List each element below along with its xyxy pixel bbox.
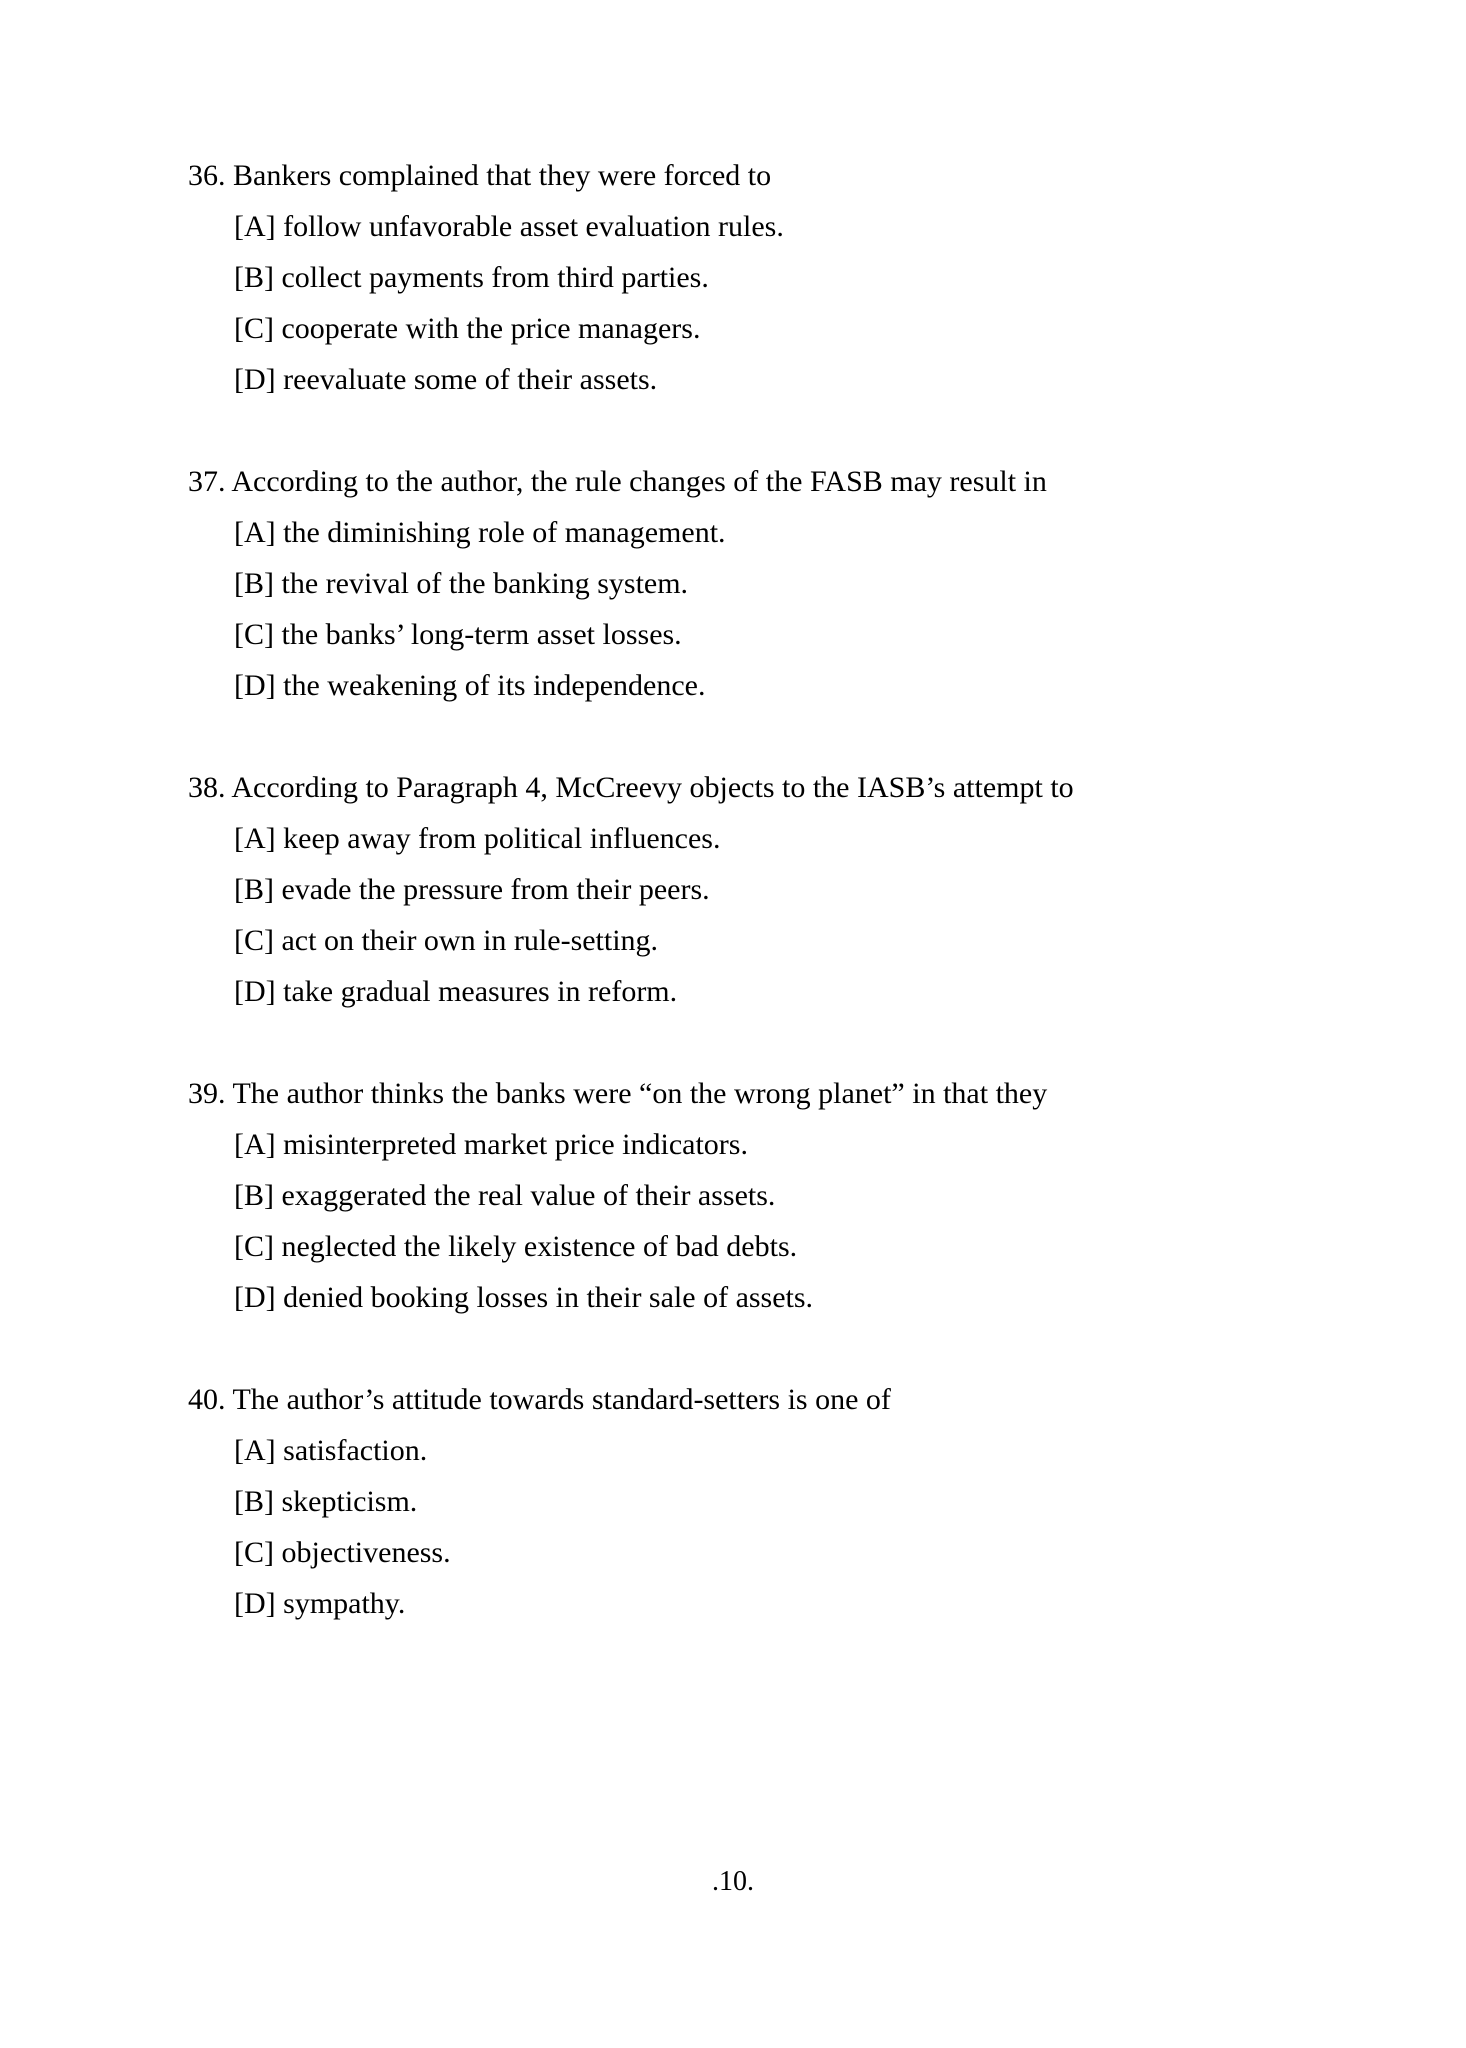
question-36 [188,150,1388,405]
option-a: [A] misinterpreted market price indicators. [234,1128,748,1161]
option-b: [B] the revival of the banking system. [234,567,689,600]
page-number: .10. [712,1866,754,1897]
option-a: [A] satisfaction. [234,1434,428,1467]
question-39 [188,1068,1388,1323]
option-d: [D] denied booking losses in their sale of assets. [234,1281,814,1314]
question-stem: 39. The author thinks the banks were “on the wrong planet” in that they [188,1077,1048,1110]
question-38 [188,762,1388,1017]
option-c: [C] the banks’ long-term asset losses. [234,618,682,651]
question-40 [188,1374,1388,1629]
question-list [188,150,1388,1680]
option-b: [B] evade the pressure from their peers. [234,873,710,906]
question-stem: 40. The author’s attitude towards standard-setters is one of [188,1383,891,1416]
option-b: [B] skepticism. [234,1485,418,1518]
option-list [188,507,1388,711]
option-b: [B] exaggerated the real value of their assets. [234,1179,776,1212]
option-d: [D] sympathy. [234,1587,406,1620]
option-d: [D] take gradual measures in reform. [234,975,678,1008]
option-c: [C] cooperate with the price managers. [234,312,701,345]
option-a: [A] the diminishing role of management. [234,516,726,549]
option-c: [C] neglected the likely existence of bad debts. [234,1230,798,1263]
question-37 [188,456,1388,711]
option-a: [A] keep away from political influences. [234,822,721,855]
option-d: [D] the weakening of its independence. [234,669,706,702]
question-stem: 37. According to the author, the rule changes of the FASB may result in [188,465,1047,498]
option-b: [B] collect payments from third parties. [234,261,709,294]
question-stem: 38. According to Paragraph 4, McCreevy objects to the IASB’s attempt to [188,771,1074,804]
option-list [188,813,1388,1017]
option-c: [C] act on their own in rule-setting. [234,924,659,957]
option-a: [A] follow unfavorable asset evaluation rules. [234,210,784,243]
option-list [188,1119,1388,1323]
option-list [188,201,1388,405]
option-c: [C] objectiveness. [234,1536,451,1569]
option-list [188,1425,1388,1629]
option-d: [D] reevaluate some of their assets. [234,363,658,396]
question-stem: 36. Bankers complained that they were forced to [188,159,772,192]
